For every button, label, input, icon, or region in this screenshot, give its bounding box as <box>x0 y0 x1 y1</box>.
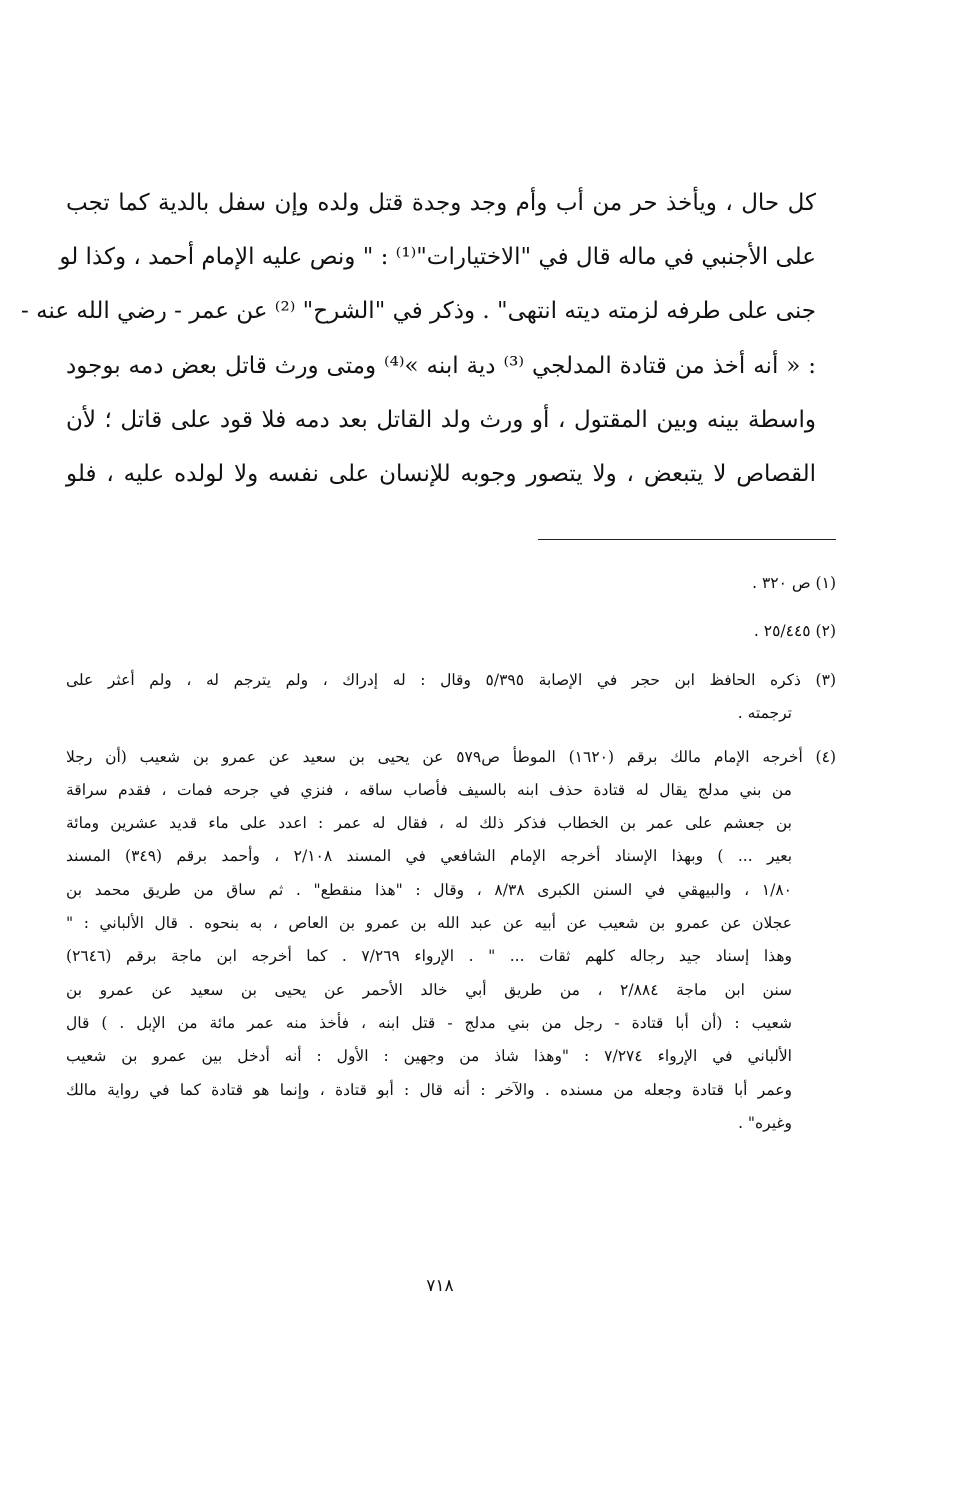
footnote-4-line-8: سنن ابن ماجة ٢/٨٨٤ ، من طريق أبي خالد الأحمر عن يحيى بن سعيد عن عمرو بن <box>66 980 792 999</box>
body-line-1: كل حال ، ويأخذ حر من أب وأم وجد وجدة قتل ولده وإن سفل بالدية كما تجب <box>66 190 816 216</box>
footnote-divider <box>538 539 836 540</box>
footnotes-section <box>66 568 836 1140</box>
footnote-4-line-3: بن جعشم على عمر بن الخطاب فذكر ذلك له ، فقال له عمر : اعدد على ماء قديد عشرين ومائة <box>66 814 792 833</box>
footnote-1: (١) ص ٣٢٠ . <box>752 574 836 592</box>
footnote-4-line-11: وعمر أبا قتادة وجعله من مسنده . والآخر : أنه قال : أبو قتادة ، وإنما هو قتادة كما في رواية مالك <box>66 1080 792 1099</box>
footnote-4 <box>66 741 836 1141</box>
footnote-4-line-5: ١/٨٠ ، والبيهقي في السنن الكبرى ٨/٣٨ ، وقال : "هذا منقطع" . ثم ساق من طريق محمد بن <box>66 880 792 899</box>
footnote-4-line-9: شعيب : (أن أبا قتادة - رجل من بني مدلج - قتل ابنه ، فأخذ منه عمر مائة من الإبل . ) قال <box>66 1013 792 1032</box>
body-line-3: جنى على طرفه لزمته ديته انتهى" . وذكر في "الشرح" ⁽²⁾ عن عمر - رضي الله عنه - <box>21 298 816 325</box>
footnote-4-line-2: من بني مدلج يقال له قتادة حذف ابنه بالسيف فأصاب ساقه ، فنزي في جرحه فمات ، فقدم سراقة <box>66 780 792 799</box>
footnote-4-line-10: الألباني في الإرواء ٧/٢٧٤ : "وهذا شاذ من وجهين : الأول : أنه أدخل بين عمرو بن شعيب <box>66 1047 792 1066</box>
footnote-3-line-1: (٣) ذكره الحافظ ابن حجر في الإصابة ٥/٣٩٥ وقال : له إدراك ، ولم يترجم له ، ولم أعثر على <box>66 671 836 689</box>
footnote-2: (٢) ٢٥/٤٤٥ . <box>753 622 836 640</box>
body-line-5: واسطة بينه وبين المقتول ، أو ورث ولد القاتل بعد دمه فلا قود على قاتل ؛ لأن <box>66 406 816 433</box>
body-line-6: القصاص لا يتبعض ، ولا يتصور وجوبه للإنسان على نفسه ولا لولده عليه ، فلو <box>66 461 816 488</box>
page-number: ٧١٨ <box>426 1276 454 1296</box>
body-line-2: على الأجنبي في ماله قال في "الاختيارات"⁽¹⁾ : " ونص عليه الإمام أحمد ، وكذا لو <box>59 244 816 271</box>
footnote-4-line-12: وغيره" . <box>738 1113 792 1132</box>
footnote-4-line-1: (٤) أخرجه الإمام مالك برقم (١٦٢٠) الموطأ ص٥٧٩ عن يحيى بن سعيد عن عمرو بن شعيب (أن رجلا <box>66 747 836 766</box>
footnote-3 <box>66 664 836 731</box>
footnote-4-line-7: وهذا إسناد جيد رجاله كلهم ثقات ... " . الإرواء ٧/٢٦٩ . كما أخرجه ابن ماجة برقم (٢٦٤٦) <box>66 947 792 966</box>
footnote-4-line-6: عجلان عن عمرو بن شعيب عن أبيه عن عبد الله بن عمرو بن العاص ، به بنحوه . قال الألباني : " <box>66 914 792 933</box>
main-body-text <box>21 176 817 501</box>
footnote-3-line-2: ترجمته . <box>737 704 792 723</box>
footnote-4-line-4: بعير ... ) وبهذا الإسناد أخرجه الإمام الشافعي في المسند ٢/١٠٨ ، وأحمد برقم (٣٤٩) المسند <box>66 847 793 866</box>
body-line-4: : « أنه أخذ من قتادة المدلجي ⁽³⁾ دية ابنه »⁽⁴⁾ ومتى ورث قاتل بعض دمه بوجود <box>66 352 817 379</box>
